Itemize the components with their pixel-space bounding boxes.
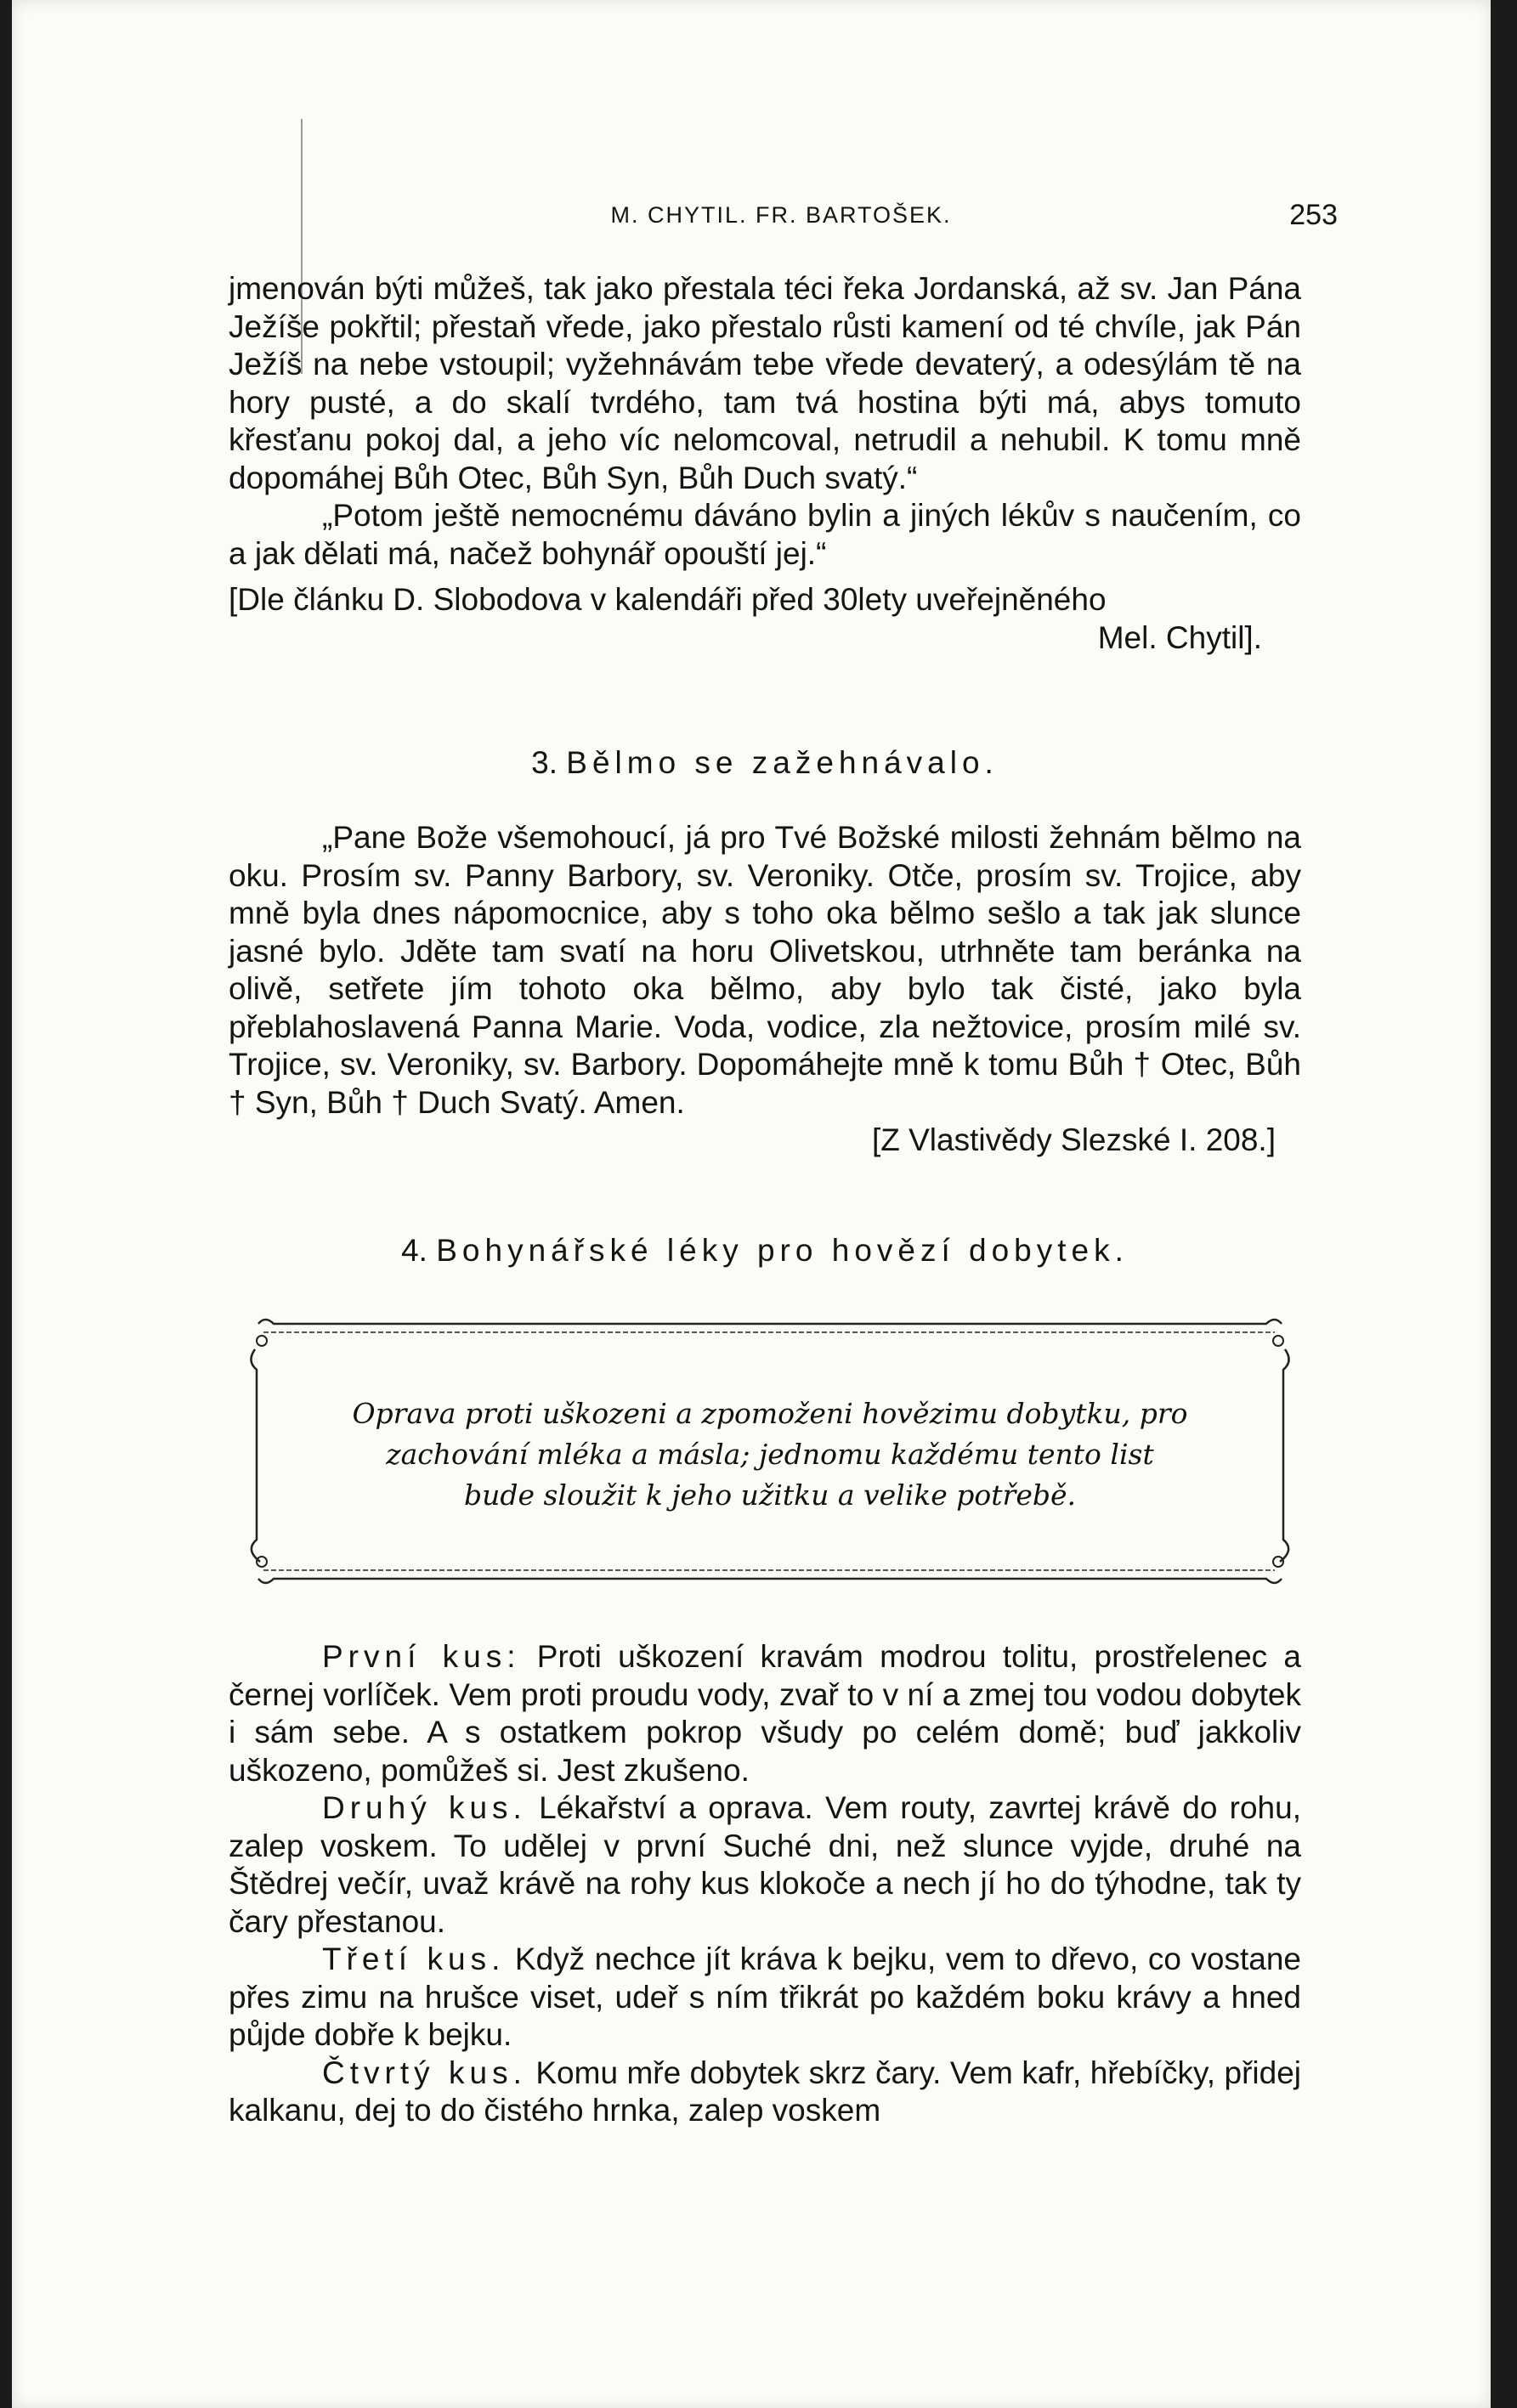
charm-continuation [229, 270, 1301, 657]
section-3-text: „Pane Bože všemohoucí, já pro Tvé Božské milosti žehnám bělmo na oku. Prosím sv. Panny Barbory, sv. Veroniky. Otče, prosím sv. Trojice, aby mně byla dnes nápomocnice, aby s toho oka bělmo sešlo a tak jak slunce jasné bylo. Jděte tam svatí na horu Olivetskou, utrhněte tam beránka na olivě, setřete jím tohoto oka bělmo, aby bylo tak čisté, jako byla přeblahoslavená Panna Marie. Voda, vodice, zla nežtovice, prosím milé sv. Trojice, sv. Veroniky, sv. Barbory. Dopomáhejte mně k tomu Bůh † Otec, Bůh † Syn, Bůh † Duch Svatý. Amen. [229, 820, 1301, 1120]
running-head [224, 199, 1338, 236]
section-3-title: Bělmo se zažehnávalo. [566, 745, 999, 780]
recipe-3-text: Když nechce jít kráva k bejku, vem to dřevo, co vostane přes zimu na hrušce viset, udeř s ním třikrát po každém boku krávy a hned půjde dobře k bejku. [229, 1942, 1301, 2052]
section-4-title: Bohynářské léky pro hovězí dobytek. [436, 1233, 1129, 1268]
ornamental-frame [248, 1315, 1292, 1587]
recipe-3-label: Třetí kus. [322, 1942, 506, 1976]
source-note: [Dle článku D. Slobodova v kalendáři před 30lety uveřejněného [229, 582, 1107, 617]
frame-line-2: zachování mléka a másla; jednomu každému tento list [386, 1438, 1154, 1471]
source-author: Mel. Chytil]. [1097, 619, 1262, 655]
recipe-4 [229, 2055, 1301, 2130]
recipe-3 [229, 1941, 1301, 2055]
recipe-4-label: Čtvrtý kus. [322, 2055, 527, 2090]
recipe-4-text: Komu mře dobytek skrz čary. Vem kafr, hřebíčky, přidej kalkanu, dej to do čistého hrnka, zalep voskem [229, 2055, 1301, 2128]
recipe-2-text: Lékařství a oprava. Vem routy, zavrtej krávě do rohu, zalep voskem. To udělej v první Suché dni, než slunce vyjde, druhé na Štědrej večír, uvaž krávě na rohy kus klokoče a nech jí ho do týhodne, tak ty čary přestanou. [229, 1790, 1301, 1939]
charm-text: jmenován býti můžeš, tak jako přestala téci řeka Jordanská, až sv. Jan Pána Ježíše pokřtil; přestaň vřede, jako přestalo růsti kamení od té chvíle, jak Pán Ježíš na nebe vstoupil; vyžehnávám tebe vřede devaterý, a odesýlám tě na hory pusté, a do skalí tvrdého, tam tvá hostina býti má, abys tomuto křesťanu pokoj dal, a jeho víc nelomcoval, netrudil a nehubil. K tomu mně dopomáhej Bůh Otec, Bůh Syn, Bůh Duch svatý.“ [229, 271, 1301, 495]
section-3-heading [229, 744, 1301, 783]
recipe-2-label: Druhý kus. [322, 1790, 527, 1825]
section-4-heading [229, 1232, 1301, 1270]
recipe-1-label: První kus: [322, 1639, 521, 1674]
charm-instruction: „Potom ještě nemocnému dáváno bylin a jiných lékův s naučením, co a jak dělati má, načež bohynář opouští jej.“ [229, 498, 1301, 571]
page-number: 253 [1289, 199, 1338, 231]
section-3-number: 3. [531, 745, 558, 780]
section-3-source: [Z Vlastivědy Slezské I. 208.] [871, 1122, 1276, 1157]
recipe-2 [229, 1789, 1301, 1941]
frame-text [282, 1393, 1258, 1516]
section-3-body [229, 819, 1301, 1160]
section-4-number: 4. [401, 1233, 427, 1268]
frame-line-3: bude sloužit k jeho užitku a velike potřebě. [463, 1478, 1077, 1512]
recipe-1 [229, 1638, 1301, 1789]
book-page [12, 0, 1491, 2408]
recipes [229, 1638, 1301, 2130]
recipe-1-text: Proti uškození kravám modrou tolitu, prostřelenec a černej vorlíček. Vem proti proudu vody, zvař to v ní a zmej tou vodou dobytek i sám sebe. A s ostatkem pokrop všudy po celém domě; buď jakkoliv uškozeno, pomůžeš si. Jest zkušeno. [229, 1639, 1301, 1788]
running-head-authors: M. CHYTIL. FR. BARTOŠEK. [610, 202, 952, 228]
frame-line-1: Oprava proti uškozeni a zpomoženi hovězimu dobytku, pro [352, 1397, 1188, 1430]
